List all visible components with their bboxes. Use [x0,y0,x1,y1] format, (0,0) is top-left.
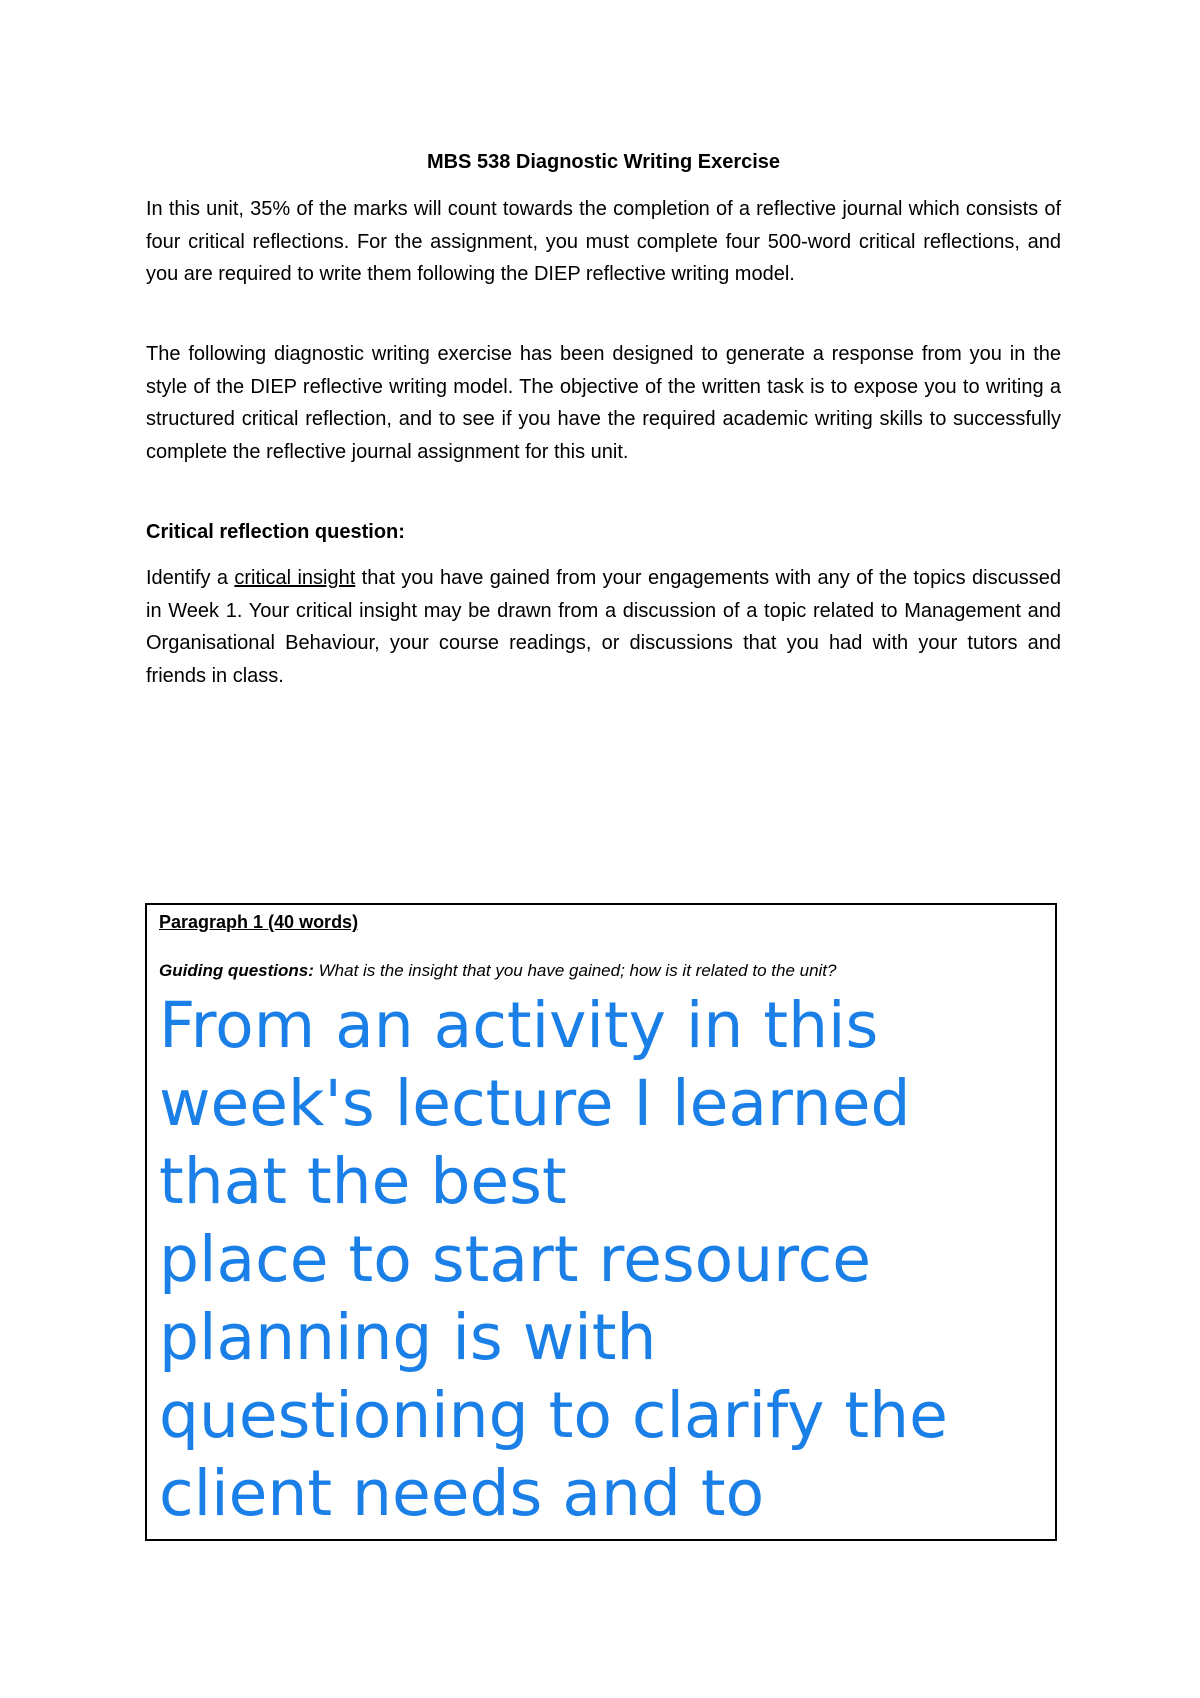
guiding-questions-text: What is the insight that you have gained; how is it related to the unit? [313,961,837,980]
exercise-description-paragraph: The following diagnostic writing exercise has been designed to generate a response from you in the style of the DIEP reflective writing model. The objective of the written task is to expose you to writing a structured critical reflection, and to see if you have the required academic writing skills to successfully complete the reflective journal assignment for this unit. [146,343,1061,463]
guiding-questions-label: Guiding questions: [159,961,314,980]
document-title: MBS 538 Diagnostic Writing Exercise [426,151,781,173]
guiding-questions [159,959,1043,983]
answer-text[interactable]: From an activity in this week's lecture I learned that the best place to start resource planning is with questioning to clarify the client needs and to [159,989,948,1530]
question-suffix: that you have gained from your engagements with any of the topics discussed in Week 1. Your critical insight may be drawn from a discussion of a topic related to Management and Organisational Behaviour, your course readings, or discussions that you had with your tutors and friends in class. [146,567,1061,687]
answer-box [145,903,1057,1541]
intro-paragraph: In this unit, 35% of the marks will count towards the completion of a reflective journal which consists of four critical reflections. For the assignment, you must complete four 500-word critical reflections, and you are required to write them following the DIEP reflective writing model. [146,198,1061,285]
question-paragraph [146,562,1061,692]
question-heading: Critical reflection question: [146,521,405,543]
question-underlined-term: critical insight [234,567,356,589]
question-prefix: Identify a [146,567,235,589]
answer-box-heading: Paragraph 1 (40 words) [159,912,359,932]
